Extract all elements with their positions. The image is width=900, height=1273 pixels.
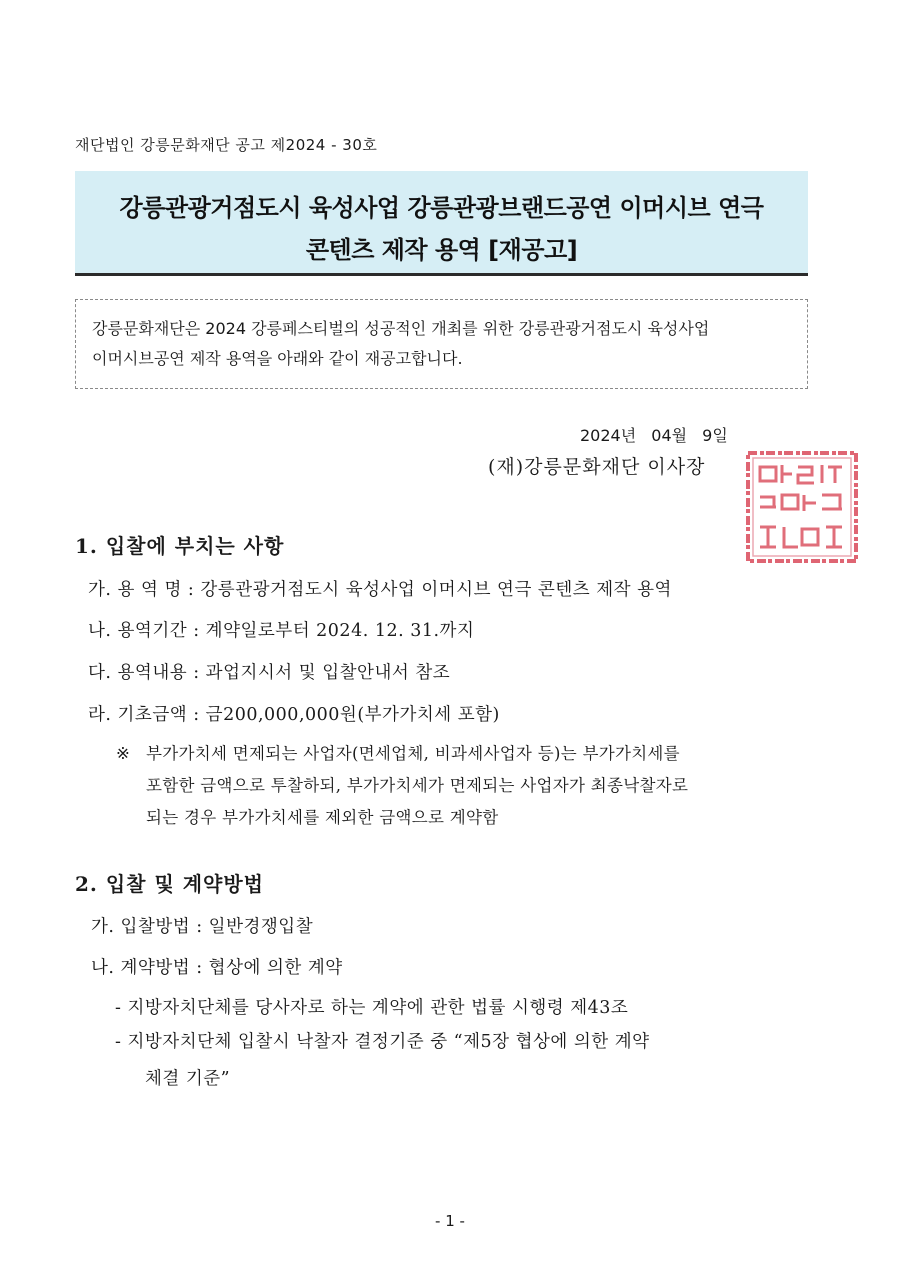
note-line: 되는 경우 부가가치세를 제외한 금액으로 계약함 xyxy=(146,808,499,827)
section2-item: 가. 입찰방법 : 일반경쟁입찰 xyxy=(91,917,314,937)
note-mark: ※ xyxy=(116,744,131,763)
section1-note xyxy=(146,738,811,834)
section1-item: 라. 기초금액 : 금200,000,000원(부가가치세 포함) xyxy=(88,705,500,725)
section1-title: 1. 입찰에 부치는 사항 xyxy=(75,534,285,558)
seal-icon xyxy=(742,449,862,565)
note-line: 포함한 금액으로 투찰하되, 부가가치세가 면제되는 사업자가 최종낙찰자로 xyxy=(146,776,689,795)
intro-line1: 강릉문화재단은 2024 강릉페스티벌의 성공적인 개최를 위한 강릉관광거점도시 육성사업 xyxy=(92,319,710,338)
section2-subitem: 체결 기준” xyxy=(145,1069,231,1089)
section1-item: 나. 용역기간 : 계약일로부터 2024. 12. 31.까지 xyxy=(88,621,475,641)
title-box xyxy=(75,171,808,276)
notice-number: 재단법인 강릉문화재단 공고 제2024 - 30호 xyxy=(75,136,378,154)
page-number: - 1 - xyxy=(435,1212,465,1230)
intro-box xyxy=(75,299,808,389)
section1-item: 다. 용역내용 : 과업지시서 및 입찰안내서 참조 xyxy=(88,663,451,683)
section1-item: 가. 용 역 명 : 강릉관광거점도시 육성사업 이머시브 연극 콘텐츠 제작 용역 xyxy=(88,580,672,600)
document-title-line1: 강릉관광거점도시 육성사업 강릉관광브랜드공연 이머시브 연극 xyxy=(119,194,764,222)
intro-line2: 이머시브공연 제작 용역을 아래와 같이 재공고합니다. xyxy=(92,349,463,368)
section2-subitem: - 지방자치단체 입찰시 낙찰자 결정기준 중 “제5장 협상에 의한 계약 xyxy=(115,1032,650,1052)
issuer-name: (재)강릉문화재단 이사장 xyxy=(488,456,706,478)
note-line: 부가가치세 면제되는 사업자(면세업체, 비과세사업자 등)는 부가가치세를 xyxy=(146,744,680,763)
section2-subitem: - 지방자치단체를 당사자로 하는 계약에 관한 법률 시행령 제43조 xyxy=(115,998,629,1018)
section2-title: 2. 입찰 및 계약방법 xyxy=(75,872,265,896)
issue-date: 2024년 04월 9일 xyxy=(580,426,728,445)
section2-item: 나. 계약방법 : 협상에 의한 계약 xyxy=(91,958,343,978)
document-title-line2: 콘텐츠 제작 용역 [재공고] xyxy=(305,236,578,264)
official-seal-image xyxy=(742,449,862,565)
